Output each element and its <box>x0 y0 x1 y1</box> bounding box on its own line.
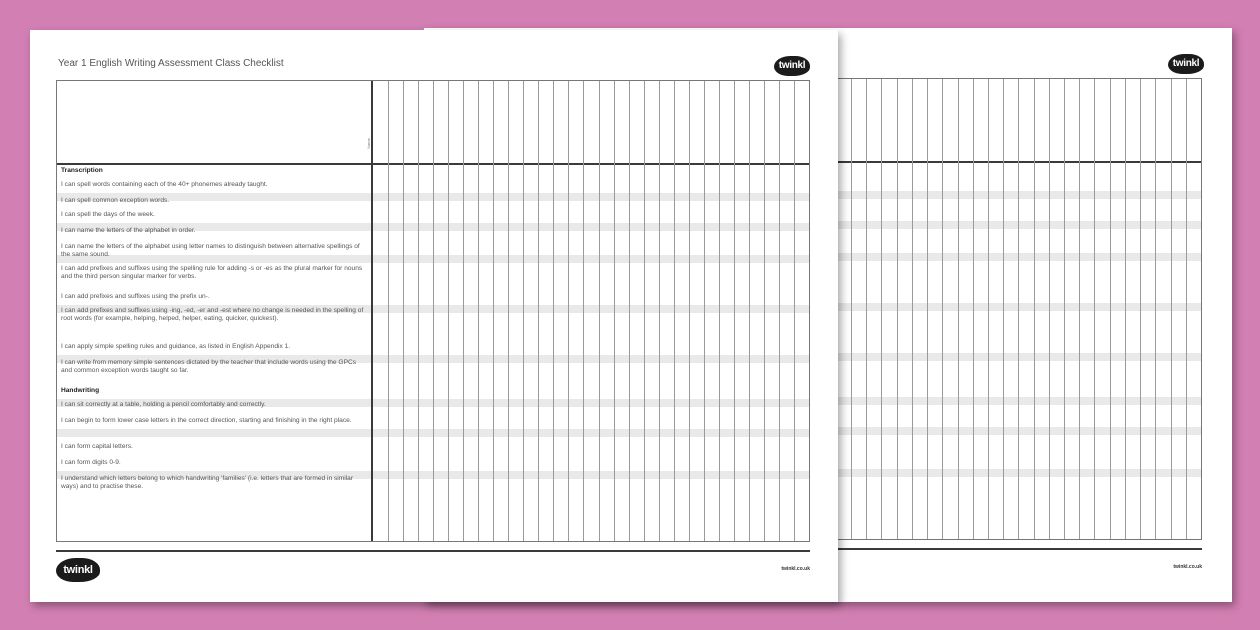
document-title: Year 1 English Writing Assessment Class Checklist <box>58 58 284 69</box>
assessment-statement: I can form digits 0-9. <box>61 459 121 466</box>
pupil-columns <box>373 81 809 541</box>
pupil-column-line <box>719 81 720 541</box>
pupil-column-line <box>749 81 750 541</box>
pupil-column-line <box>927 79 928 539</box>
pupil-column-line <box>1171 79 1172 539</box>
pupil-column-line <box>973 79 974 539</box>
pupil-column-line <box>794 81 795 541</box>
pupil-column-line <box>644 81 645 541</box>
pupil-column-line <box>764 81 765 541</box>
pupil-column-line <box>659 81 660 541</box>
pupil-column-line <box>448 81 449 541</box>
pupil-column-line <box>568 81 569 541</box>
front-sheet <box>30 30 838 602</box>
pupil-column-line <box>523 81 524 541</box>
twinkl-logo: twinkl <box>1168 54 1204 74</box>
assessment-statement: I can add prefixes and suffixes using -ing, -ed, -er and -est where no change is needed in the spelling of root words (for example, helping, helped, helper, eating, quicker, quickest). <box>61 307 364 322</box>
pupil-column-line <box>1125 79 1126 539</box>
assessment-statement: I can write from memory simple sentences dictated by the teacher that include words using the GPCs and common exception words taught so far. <box>61 359 357 374</box>
assessment-statement: I can name the letters of the alphabet using letter names to distinguish between alternative spellings of the same sound. <box>61 243 360 258</box>
pupil-column-line <box>1155 79 1156 539</box>
pupil-column-line <box>418 81 419 541</box>
pupil-column-line <box>388 81 389 541</box>
pupil-column-line <box>553 81 554 541</box>
pupil-column-line <box>1186 79 1187 539</box>
pupil-column-line <box>1094 79 1095 539</box>
assessment-statement: I can spell the days of the week. <box>61 211 155 218</box>
pupil-column-line <box>538 81 539 541</box>
pupil-column-line <box>403 81 404 541</box>
assessment-statement: I can name the letters of the alphabet in order. <box>61 227 196 234</box>
pupil-column-line <box>958 79 959 539</box>
assessment-statement: I can spell words containing each of the 40+ phonemes already taught. <box>61 181 268 188</box>
footer-url: twinkl.co.uk <box>781 566 810 572</box>
assessment-statement: I understand which letters belong to which handwriting 'families' (i.e. letters that are formed in similar ways) and to practise these. <box>61 475 354 490</box>
pupil-column-line <box>988 79 989 539</box>
pupil-column-line <box>463 81 464 541</box>
assessment-statement: I can apply simple spelling rules and guidance, as listed in English Appendix 1. <box>61 343 291 350</box>
pupil-column-line <box>1140 79 1141 539</box>
pupil-column-line <box>881 79 882 539</box>
assessment-statement: I can sit correctly at a table, holding a pencil comfortably and correctly. <box>61 401 266 408</box>
pupil-column-line <box>1003 79 1004 539</box>
pupil-column-line <box>493 81 494 541</box>
assessment-statement: I can begin to form lower case letters in the correct direction, starting and finishing in the right place. <box>61 417 352 424</box>
pupil-column-line <box>779 81 780 541</box>
pupil-column-line <box>674 81 675 541</box>
pupil-column-line <box>912 79 913 539</box>
footer-url: twinkl.co.uk <box>1173 564 1202 570</box>
pupil-column-line <box>689 81 690 541</box>
assessment-statement: I can form capital letters. <box>61 443 133 450</box>
twinkl-footer-logo: twinkl <box>56 558 100 582</box>
pupil-column-line <box>1110 79 1111 539</box>
pupil-column-line <box>599 81 600 541</box>
assessment-statement: I can add prefixes and suffixes using the prefix un-. <box>61 293 210 300</box>
pupil-column-line <box>583 81 584 541</box>
checklist-grid <box>56 80 810 542</box>
pupil-column-line <box>866 79 867 539</box>
pupil-column-line <box>851 79 852 539</box>
section-heading: Transcription <box>61 167 103 174</box>
pupil-column-line <box>942 79 943 539</box>
pupil-column-line <box>433 81 434 541</box>
assessment-statement: I can spell common exception words. <box>61 197 170 204</box>
section-heading: Handwriting <box>61 387 100 394</box>
pupil-column-line <box>629 81 630 541</box>
assessment-statement: I can add prefixes and suffixes using the spelling rule for adding -s or -es as the plural marker for nouns and the third person singular marker for verbs. <box>61 265 363 280</box>
pupil-column-line <box>1064 79 1065 539</box>
pupil-column-line <box>897 79 898 539</box>
footer-rule <box>56 550 810 552</box>
pupil-column-line <box>508 81 509 541</box>
pupil-column-line <box>1034 79 1035 539</box>
statements-column <box>57 165 371 541</box>
name-column-label: Name <box>365 138 371 149</box>
pupil-column-line <box>734 81 735 541</box>
pupil-column-line <box>614 81 615 541</box>
pupil-column-line <box>1018 79 1019 539</box>
pupil-column-line <box>704 81 705 541</box>
pupil-column-line <box>478 81 479 541</box>
pupil-column-line <box>1079 79 1080 539</box>
twinkl-logo: twinkl <box>774 56 810 76</box>
pupil-column-line <box>1049 79 1050 539</box>
